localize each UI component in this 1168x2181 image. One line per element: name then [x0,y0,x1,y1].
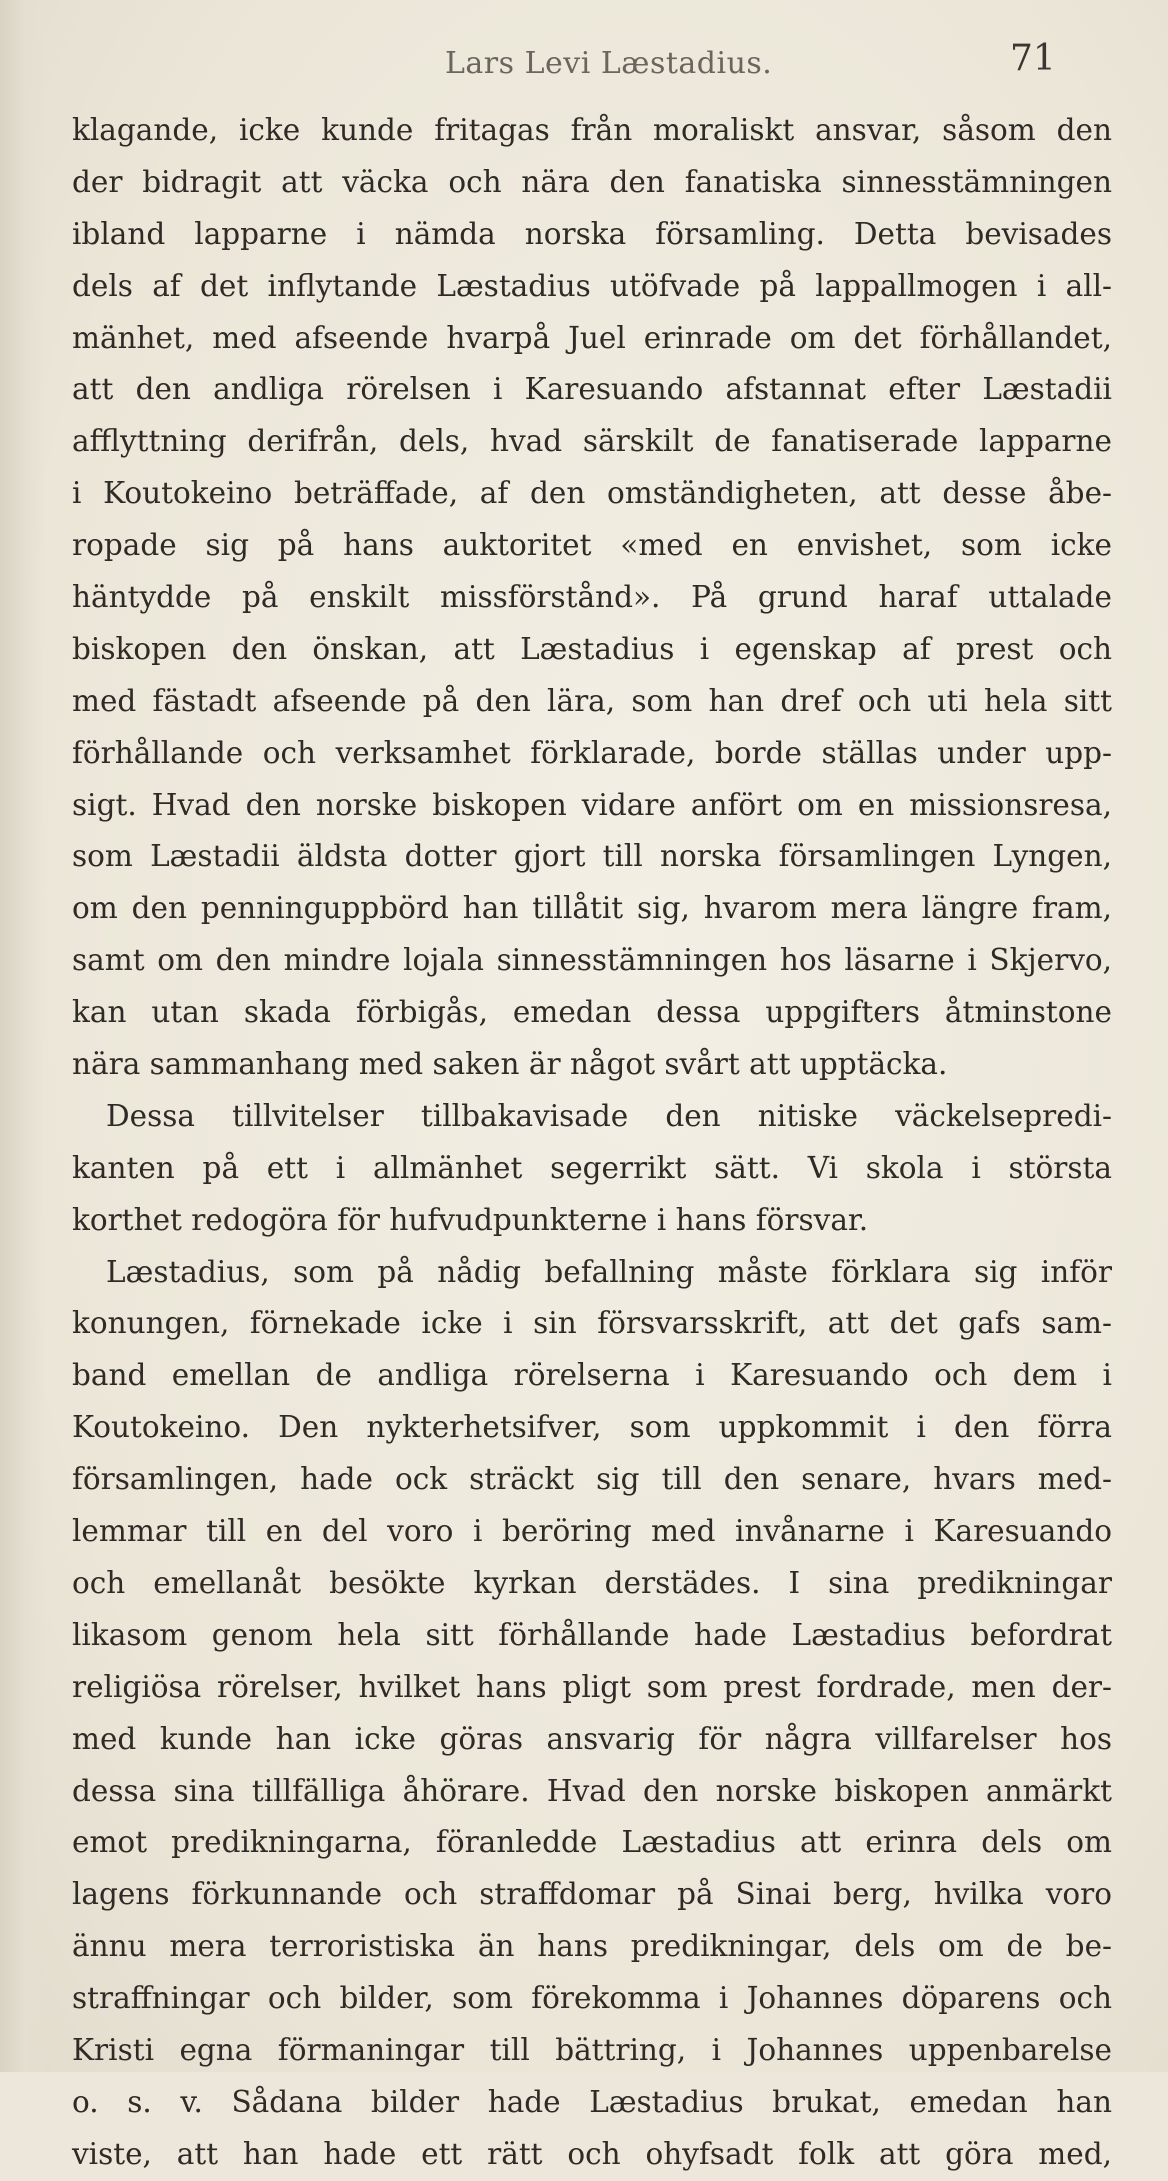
text-line: der bidragit att väcka och nära den fanatiska sinnesstämningen [72,164,1112,199]
body-text [72,105,1112,2181]
text-line: biskopen den önskan, att Læstadius i egenskap af prest och [72,631,1112,666]
text-line: band emellan de andliga rörelserna i Karesuando och dem i [72,1358,1112,1393]
text-line: klagande, icke kunde fritagas från moraliskt ansvar, såsom den [72,113,1112,147]
text-line: religiösa rörelser, hvilket hans pligt som prest fordrade, men der- [72,1669,1112,1704]
text-line: ibland lapparne i nämda norska församling. Detta bevisades [72,216,1112,251]
text-line: Kristi egna förmaningar till bättring, i Johannes uppenbarelse [72,2032,1112,2067]
text-line: likasom genom hela sitt förhållande hade Læstadius befordrat [72,1617,1112,1652]
text-line: straffningar och bilder, som förekomma i Johannes döparens och [72,1981,1112,2016]
text-line: sigt. Hvad den norske biskopen vidare anfört om en missionsresa, [72,787,1112,822]
text-line: om den penninguppbörd han tillåtit sig, hvarom mera längre fram, [72,891,1112,926]
text-line: kan utan skada förbigås, emedan dessa uppgifters åtminstone [72,995,1112,1030]
text-line: förhållande och verksamhet förklarade, borde ställas under upp- [72,735,1112,770]
text-line: Dessa tillvitelser tillbakavisade den nitiske väckelsepredi- [106,1098,1112,1133]
text-line: Koutokeino. Den nykterhetsifver, som uppkommit i den förra [72,1410,1112,1445]
text-line: och emellanåt besökte kyrkan derstädes. I sina predikningar [72,1565,1112,1600]
text-line: mänhet, med afseende hvarpå Juel erinrade om det förhållandet, [72,320,1112,355]
text-line: viste, att han hade ett rätt och ohyfsadt folk att göra med, [72,2136,1112,2171]
text-line: att den andliga rörelsen i Karesuando afstannat efter Læstadii [72,372,1112,407]
text-line: lagens förkunnande och straffdomar på Sinai berg, hvilka voro [72,1877,1112,1912]
text-line: dessa sina tillfälliga åhörare. Hvad den norske biskopen anmärkt [72,1773,1112,1808]
text-line: ännu mera terroristiska än hans predikningar, dels om de be- [72,1929,1112,1964]
text-line: o. s. v. Sådana bilder hade Læstadius brukat, emedan han [72,2084,1112,2119]
page-number: 71 [1010,38,1056,79]
text-line: kanten på ett i allmänhet segerrikt sätt. Vi skola i största [72,1150,1112,1185]
text-line: lemmar till en del voro i beröring med invånarne i Karesuando [72,1514,1112,1549]
text-line: konungen, förnekade icke i sin försvarsskrift, att det gafs sam- [72,1306,1112,1341]
text-line: emot predikningarna, föranledde Læstadius att erinra dels om [72,1825,1112,1860]
running-title: Lars Levi Læstadius. [445,46,773,81]
text-line: dels af det inflytande Læstadius utöfvade på lappallmogen i all- [72,268,1112,303]
text-line: i Koutokeino beträffade, af den omständigheten, att desse åbe- [72,476,1112,511]
text-line: afflyttning derifrån, dels, hvad särskilt de fanatiserade lapparne [72,424,1112,459]
text-line: med kunde han icke göras ansvarig för några villfarelser hos [72,1721,1112,1756]
text-line: häntydde på enskilt missförstånd». På grund haraf uttalade [72,580,1112,615]
text-line: korthet redogöra för hufvudpunkterne i hans försvar. [72,1202,869,1237]
text-line: med fästadt afseende på den lära, som han dref och uti hela sitt [72,683,1112,718]
page-gutter-shadow [0,0,46,2072]
text-line: Læstadius, som på nådig befallning måste förklara sig inför [106,1254,1112,1289]
text-line: nära sammanhang med saken är något svårt att upptäcka. [72,1047,948,1082]
text-line: samt om den mindre lojala sinnesstämningen hos läsarne i Skjervo, [72,943,1112,978]
text-line: församlingen, hade ock sträckt sig till den senare, hvars med- [72,1462,1112,1497]
text-line: som Læstadii äldsta dotter gjort till norska församlingen Lyngen, [72,839,1112,874]
text-line: ropade sig på hans auktoritet «med en envishet, som icke [72,528,1112,563]
